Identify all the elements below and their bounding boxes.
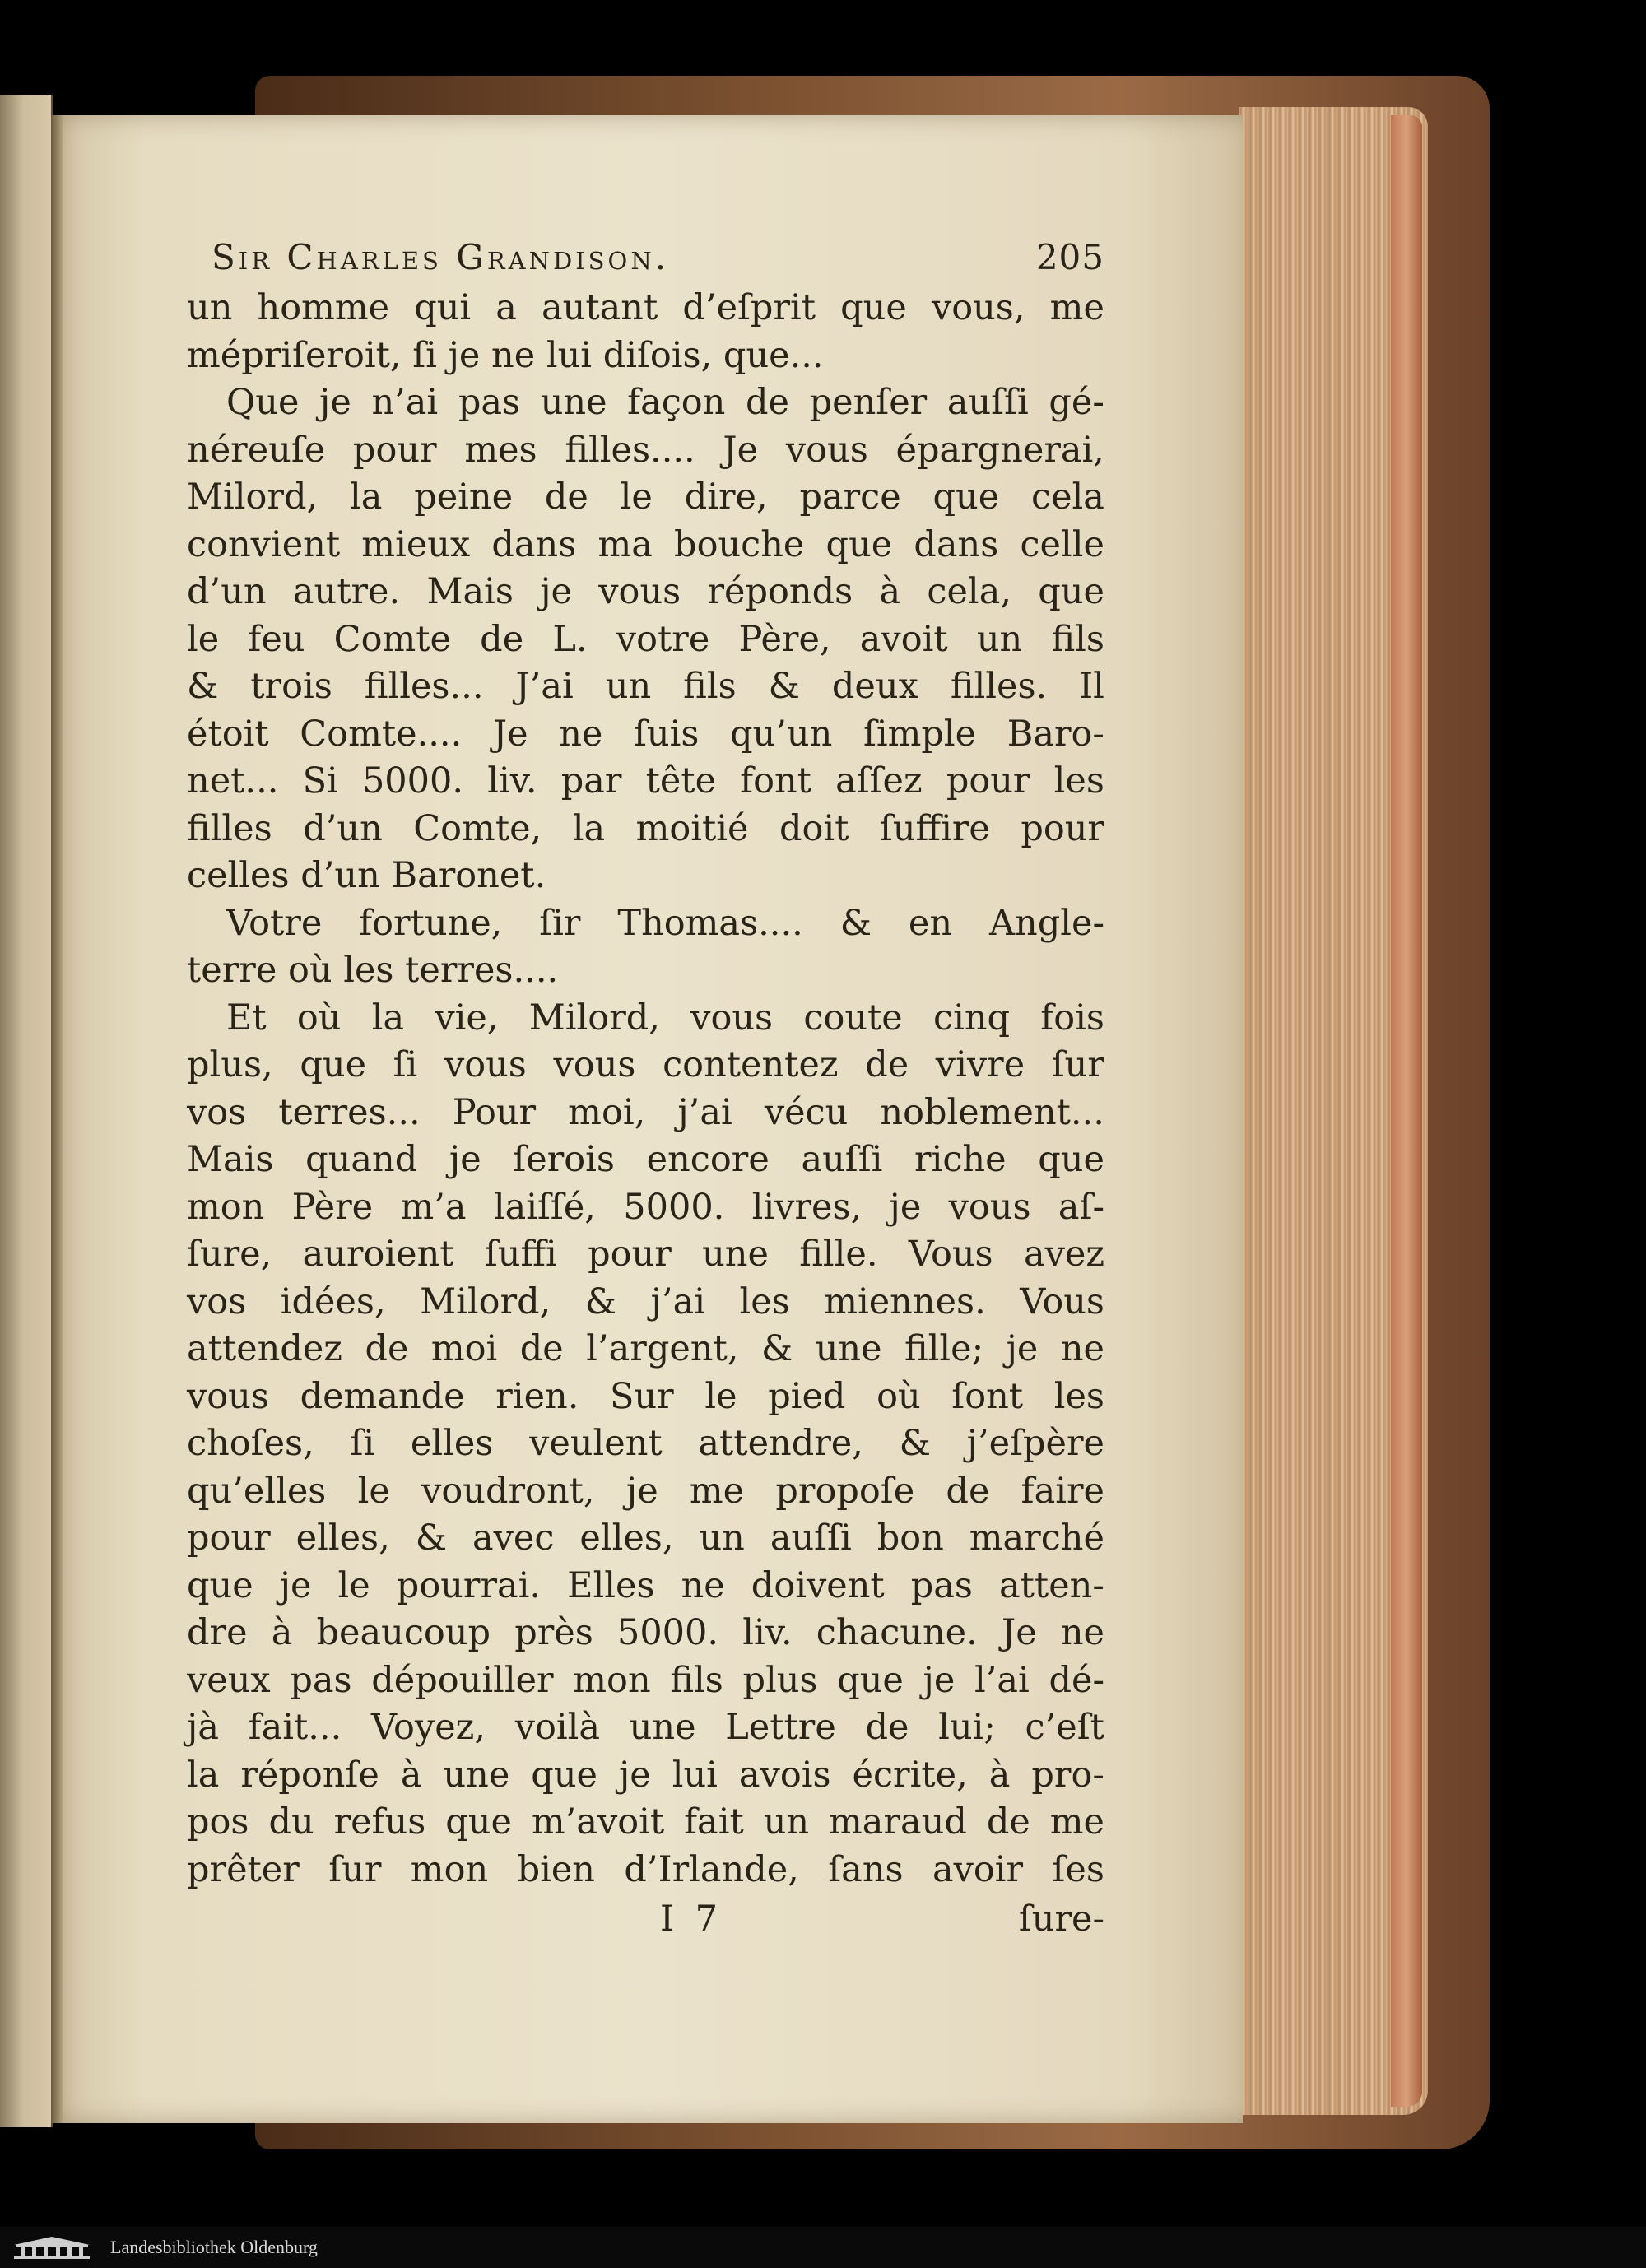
book-page (51, 115, 1243, 2123)
text-line: mépriſeroit, ſi je ne lui diſois, que... (187, 334, 824, 376)
text-line: prêter ſur mon bien d’Irlande, ſans avoir ſes (187, 1848, 1104, 1890)
text-line: qu’elles le voudront, je me propoſe de faire (187, 1470, 1104, 1512)
text-line: vos terres... Pour moi, j’ai vécu noblement... (187, 1091, 1104, 1133)
text-line: Milord, la peine de le dire, parce que cela (187, 476, 1104, 518)
text-line: attendez de moi de l’argent, & une fille; je ne (187, 1328, 1104, 1369)
previous-page-sliver (0, 95, 53, 2127)
text-line: pos du refus que m’avoit fait un maraud de me (187, 1801, 1104, 1843)
text-line: pour elles, & avec elles, un auſſi bon marché (187, 1517, 1104, 1559)
text-line: choſes, ſi elles veulent attendre, & j’eſpère (187, 1423, 1104, 1464)
library-building-icon (7, 2233, 97, 2261)
text-line: convient mieux dans ma bouche que dans celle (187, 523, 1104, 565)
running-head (187, 237, 1104, 283)
text-line: Et où la vie, Milord, vous coute cinq fois (226, 997, 1104, 1039)
text-line: Votre fortune, ſir Thomas.... & en Angle- (226, 902, 1104, 944)
text-line: le feu Comte de L. votre Père, avoit un fils (187, 618, 1104, 660)
text-line: Que je n’ai pas une façon de penſer auſſi gé- (226, 382, 1104, 423)
text-line: net... Si 5000. liv. par tête font aſſez pour les (187, 760, 1104, 802)
page-number: 205 (1035, 237, 1104, 277)
text-line: néreuſe pour mes filles.... Je vous épargnerai, (187, 429, 1104, 471)
library-name: Landesbibliothek Oldenburg (110, 2237, 318, 2257)
page-edges-red (1391, 115, 1422, 2107)
text-line: & trois filles... J’ai un fils & deux filles. Il (187, 666, 1104, 707)
text-line: vous demande rien. Sur le pied où ſont les (187, 1375, 1104, 1417)
text-line: filles d’un Comte, la moitié doit ſuffire pour (187, 807, 1104, 849)
text-line: jà fait... Voyez, voilà une Lettre de lui; c’eſt (187, 1707, 1104, 1748)
text-line: plus, que ſi vous vous contentez de vivre ſur (187, 1044, 1104, 1085)
running-head-title: Sir Charles Grandison. (212, 237, 670, 277)
text-line: dre à beaucoup près 5000. liv. chacune. Je ne (187, 1612, 1104, 1653)
text-line: vos idées, Milord, & j’ai les miennes. Vous (187, 1280, 1104, 1322)
page-footer (187, 1899, 1104, 1948)
text-line: celles d’un Baronet. (187, 855, 546, 896)
text-line: la réponſe à une que je lui avois écrite, à pro- (187, 1754, 1104, 1796)
body-text (187, 285, 1104, 1894)
text-block (187, 237, 1104, 1948)
text-line: veux pas dépouiller mon fils plus que je l’ai dé- (187, 1659, 1104, 1701)
text-line: étoit Comte.... Je ne ſuis qu’un ſimple Baro- (187, 713, 1104, 755)
text-line: que je le pourrai. Elles ne doivent pas atten- (187, 1564, 1104, 1606)
catchword: ſure- (1018, 1899, 1104, 1940)
text-line: un homme qui a autant d’eſprit que vous, me (187, 287, 1104, 328)
page-gutter (51, 115, 63, 2123)
library-footer-bar (0, 2227, 1646, 2268)
text-line: ſure, auroient ſuffi pour une fille. Vous avez (187, 1234, 1104, 1275)
text-line: mon Père m’a laiſſé, 5000. livres, je vous aſ- (187, 1186, 1104, 1228)
text-line: Mais quand je ſerois encore auſſi riche que (187, 1139, 1104, 1180)
text-line: terre où les terres.... (187, 950, 559, 991)
text-line: d’un autre. Mais je vous réponds à cela, que (187, 571, 1104, 612)
signature-mark: I 7 (660, 1899, 723, 1940)
